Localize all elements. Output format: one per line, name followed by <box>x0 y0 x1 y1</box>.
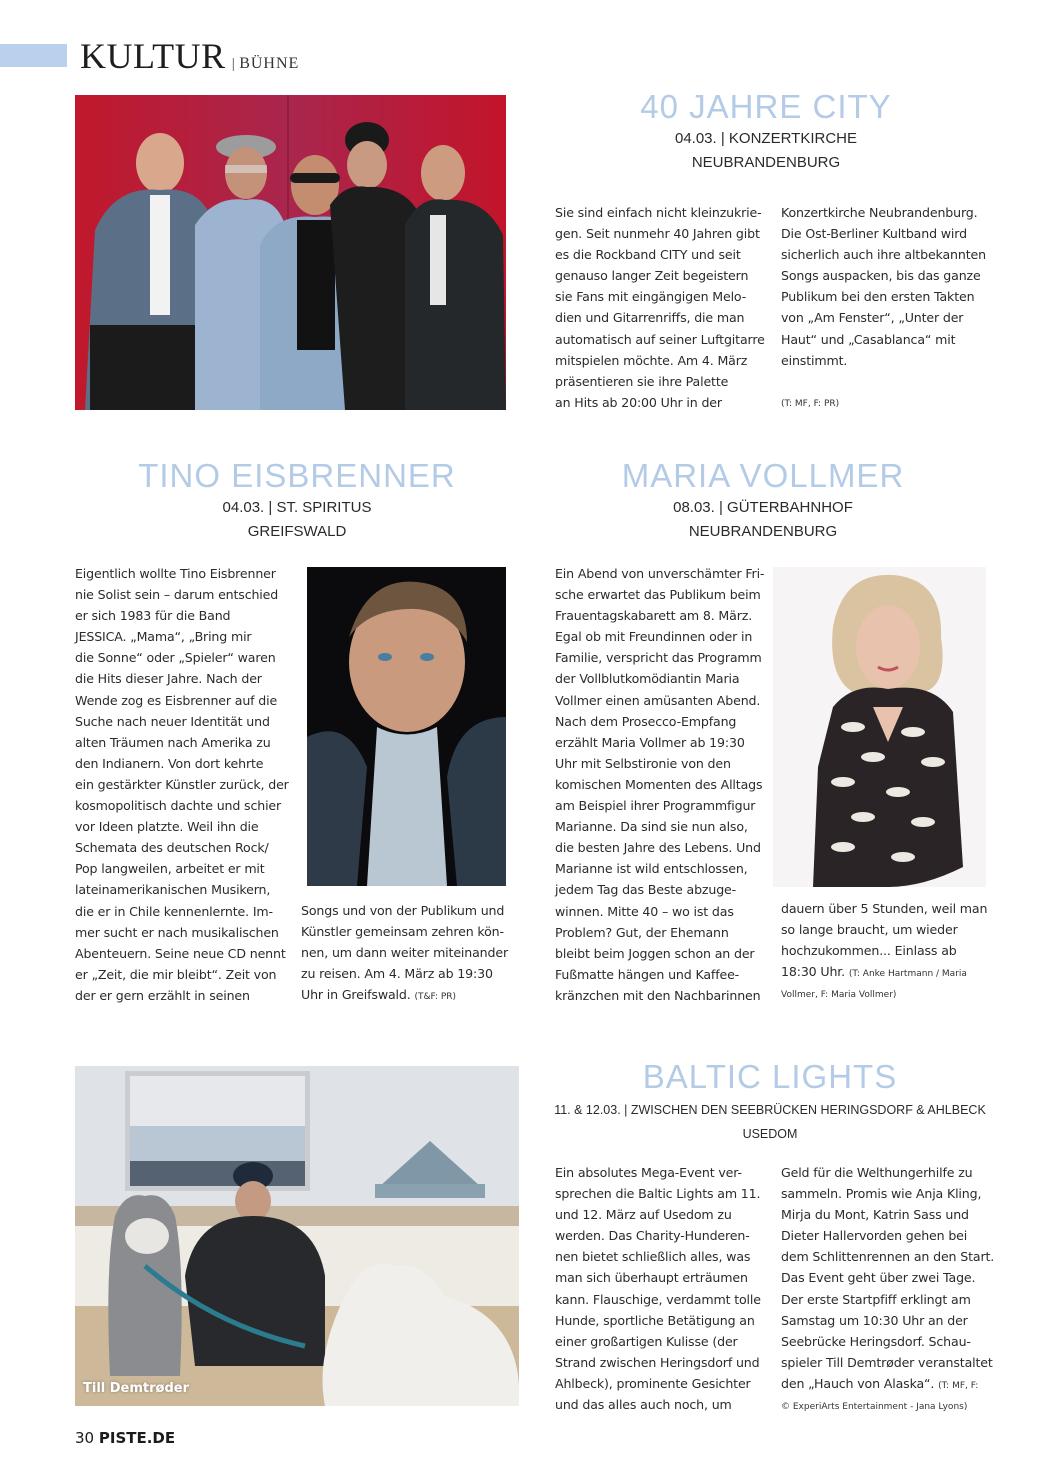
text-line: Seebrücke Heringsdorf. Schau- <box>781 1333 971 1349</box>
article-title: MARIA VOLLMER <box>621 457 905 494</box>
text-line: Egal ob mit Freundinnen oder in <box>555 629 753 645</box>
text-line: an Hits ab 20:00 Uhr in der <box>555 394 722 410</box>
city-text-col-2 <box>781 202 996 415</box>
text-line: alten Träumen nach Amerika zu <box>75 734 271 750</box>
baltic-lights-photo <box>75 1066 519 1406</box>
text-line: Nach dem Prosecco-Empfang <box>555 713 737 729</box>
text-line: werden. Das Charity-Hunderen- <box>555 1228 750 1244</box>
text-line: zu reisen. Am 4. März ab 19:30 <box>301 966 493 982</box>
text-line: Pop langweilen, arbeitet er mit <box>75 861 265 877</box>
page-number: 30 <box>75 1429 95 1447</box>
publication-name: PISTE.DE <box>98 1429 176 1447</box>
event-city: NEUBRANDENBURG <box>688 523 838 540</box>
text-line: Marianne ist wild entschlossen, <box>555 861 748 877</box>
text-line: nen, um dann weiter miteinander <box>301 945 508 961</box>
text-line: spieler Till Demtrøder veranstaltet <box>781 1354 993 1370</box>
text-line: den „Hauch von Alaska“. <box>781 1375 935 1391</box>
event-date-venue: 11. & 12.03. | ZWISCHEN DEN SEEBRÜCKEN HERINGSDORF & AHLBECK <box>554 1103 986 1117</box>
text-line: erzählt Maria Vollmer ab 19:30 <box>555 734 745 750</box>
text-line: jedem Tag das Beste abzuge- <box>555 882 737 898</box>
text-line: einstimmt. <box>781 352 848 368</box>
article-title: 40 JAHRE CITY <box>640 88 892 125</box>
article-title: TINO EISBRENNER <box>138 457 456 494</box>
text-line: vor Ideen platzte. Weil ihn die <box>75 819 259 835</box>
text-line: Marianne. Da sind sie nun also, <box>555 819 748 835</box>
text-line: Songs und von der Publikum und <box>301 903 505 918</box>
city-band-photo <box>75 95 506 410</box>
text-line: Die Ost-Berliner Kultband wird <box>781 226 967 242</box>
text-line: sicherlich auch ihre altbekannten <box>781 247 986 263</box>
baltic-lights-heading <box>550 1058 990 1146</box>
section-title: KULTUR <box>80 36 226 76</box>
text-line: Mirja du Mont, Katrin Sass und <box>781 1207 969 1223</box>
text-line: nen bietet schließlich alles, was <box>555 1249 751 1265</box>
text-line: Vollmer einen amüsanten Abend. <box>555 692 761 708</box>
text-line: mer sucht er nach musikalischen <box>75 924 279 940</box>
text-line: Schemata des deutschen Rock/ <box>75 840 269 856</box>
text-line: sprechen die Baltic Lights am 11. <box>555 1186 761 1202</box>
text-line: die besten Jahre des Lebens. Und <box>555 840 761 856</box>
event-date-venue: 04.03. | KONZERTKIRCHE <box>674 130 857 147</box>
article-title: BALTIC LIGHTS <box>642 1058 898 1095</box>
text-line: Sie sind einfach nicht kleinzukrie- <box>555 205 762 220</box>
text-line: am Beispiel ihrer Programmfigur <box>555 798 756 814</box>
text-line: hochzukommen... Einlass ab <box>781 943 957 959</box>
text-line: Haut“ und „Casablanca“ mit <box>781 331 956 347</box>
text-line: Eigentlich wollte Tino Eisbrenner <box>75 566 276 581</box>
text-line: lateinamerikanischen Musikern, <box>75 882 271 898</box>
text-line: Künstler gemeinsam zehren kön- <box>301 924 504 940</box>
text-line: Geld für die Welthungerhilfe zu <box>781 1165 973 1180</box>
eisbrenner-heading <box>77 457 517 544</box>
vollmer-text-col-2 <box>781 898 996 1006</box>
event-date-venue: 04.03. | ST. SPIRITUS <box>222 499 372 516</box>
text-line: und das alles auch noch, um <box>555 1397 732 1413</box>
photo-credit: (T: Anke Hartmann / Maria <box>848 969 967 980</box>
text-line: Uhr mit Selbstironie von den <box>555 755 731 771</box>
text-line: sammeln. Promis wie Anja Kling, <box>781 1186 982 1202</box>
city-heading <box>546 88 986 175</box>
text-line: Abenteuern. Seine neue CD nennt <box>75 945 286 961</box>
text-line: dem Schlittenrennen an den Start. <box>781 1249 995 1265</box>
text-line: ein gestärkter Künstler zurück, der <box>75 776 289 792</box>
text-line: der Vollblutkomödiantin Maria <box>555 671 740 687</box>
text-line: Konzertkirche Neubrandenburg. <box>781 205 978 220</box>
text-line: Ahlbeck), prominente Gesichter <box>555 1375 751 1391</box>
text-line: der er gern erzählt in seinen <box>75 987 250 1003</box>
text-line: man sich überhaupt erträumen <box>555 1270 748 1286</box>
header-separator: | <box>231 56 236 72</box>
text-line: nie Solist sein – darum entschied <box>75 587 279 603</box>
text-line: Ein absolutes Mega-Event ver- <box>555 1165 742 1180</box>
text-line: den Indianern. Von dort kehrte <box>75 755 264 771</box>
vollmer-text-col-1 <box>555 563 770 1006</box>
vollmer-heading <box>543 457 983 544</box>
text-line: gen. Seit nunmehr 40 Jahren gibt <box>555 226 760 242</box>
text-line: von „Am Fenster“, „Unter der <box>781 310 964 326</box>
eisbrenner-text-col-1 <box>75 563 290 1006</box>
text-line: Strand zwischen Heringsdorf und <box>555 1354 760 1370</box>
text-line: Der erste Startpfiff erklingt am <box>781 1291 971 1307</box>
text-line: sche erwartet das Publikum beim <box>555 587 761 603</box>
text-line: Frauentagskabarett am 8. März. <box>555 608 753 624</box>
text-line: automatisch auf seiner Luftgitarre <box>555 331 765 347</box>
page-footer <box>75 1429 175 1447</box>
photo-credit: (T: MF, F: PR) <box>781 398 840 409</box>
text-line: kann. Flauschige, verdammt tolle <box>555 1291 761 1307</box>
text-line: präsentieren sie ihre Palette <box>555 373 729 389</box>
text-line: 18:30 Uhr. <box>781 964 846 980</box>
subsection-title: BÜHNE <box>239 55 300 72</box>
text-line: kosmopolitisch dachte und schier <box>75 798 282 814</box>
text-line: genauso langer Zeit begeistern <box>555 268 749 284</box>
section-header <box>80 36 299 84</box>
text-line: einer großartigen Kulisse (der <box>555 1333 738 1349</box>
text-line: Publikum bei den ersten Takten <box>781 289 975 305</box>
text-line: Ein Abend von unverschämter Fri- <box>555 566 765 581</box>
eisbrenner-text-col-2 <box>301 900 516 1008</box>
event-city: NEUBRANDENBURG <box>691 154 841 171</box>
event-city: USEDOM <box>742 1127 798 1141</box>
text-line: Familie, verspricht das Programm <box>555 650 762 666</box>
text-line: er sich 1983 für die Band <box>75 608 231 624</box>
text-line: winnen. Mitte 40 – wo ist das <box>555 903 734 919</box>
text-line: Fußmatte hängen und Kaffee- <box>555 966 740 982</box>
text-line: bleibt beim Joggen schon an der <box>555 945 755 961</box>
eisbrenner-photo <box>307 567 506 886</box>
baltic-text-col-2 <box>781 1162 996 1418</box>
city-text-col-1 <box>555 202 770 413</box>
text-line: Dieter Hallervorden gehen bei <box>781 1228 968 1244</box>
text-line: Hunde, sportliche Betätigung an <box>555 1312 755 1328</box>
text-line: kränzchen mit den Nachbarinnen <box>555 987 761 1003</box>
event-date-venue: 08.03. | GÜTERBAHNHOF <box>673 499 853 516</box>
text-line: die er in Chile kennenlernte. Im- <box>75 903 273 919</box>
photo-credit: (T&F: PR) <box>414 992 457 1003</box>
text-line: es die Rockband CITY und seit <box>555 247 741 263</box>
text-line: Songs auspacken, bis das ganze <box>781 268 981 284</box>
text-line: mitspielen möchte. Am 4. März <box>555 352 748 368</box>
text-line: Wende zog es Eisbrenner auf die <box>75 692 278 708</box>
text-line: JESSICA. „Mama“, „Bring mir <box>75 629 252 645</box>
header-accent-bar <box>0 44 67 67</box>
text-line: komischen Momenten des Alltags <box>555 776 763 792</box>
vollmer-photo <box>773 567 986 887</box>
text-line: die Sonne“ oder „Spieler“ waren <box>75 650 276 666</box>
text-line: und 12. März auf Usedom zu <box>555 1207 732 1223</box>
text-line: sie Fans mit eingängigen Melo- <box>555 289 747 305</box>
text-line: Suche nach neuer Identität und <box>75 713 270 729</box>
text-line: Uhr in Greifswald. <box>301 987 411 1003</box>
text-line: dien und Gitarrenriffs, die man <box>555 310 745 326</box>
photo-credit: (T: MF, F: <box>938 1380 979 1391</box>
text-line: Problem? Gut, der Ehemann <box>555 924 729 940</box>
text-line: Samstag um 10:30 Uhr an der <box>781 1312 968 1328</box>
photo-credit: © ExperiArts Entertainment - Jana Lyons) <box>781 1402 968 1413</box>
text-line: so lange braucht, um wieder <box>781 922 958 938</box>
photo-credit: Vollmer, F: Maria Vollmer) <box>781 990 897 1001</box>
event-city: GREIFSWALD <box>247 523 347 540</box>
text-line: dauern über 5 Stunden, weil man <box>781 901 988 916</box>
text-line: die Hits dieser Jahre. Nach der <box>75 671 262 687</box>
baltic-text-col-1 <box>555 1162 770 1415</box>
text-line: Das Event geht über zwei Tage. <box>781 1270 976 1286</box>
photo-caption: Till Demtrøder <box>83 1381 190 1396</box>
text-line: er „Zeit, die mir bleibt“. Zeit von <box>75 966 277 982</box>
